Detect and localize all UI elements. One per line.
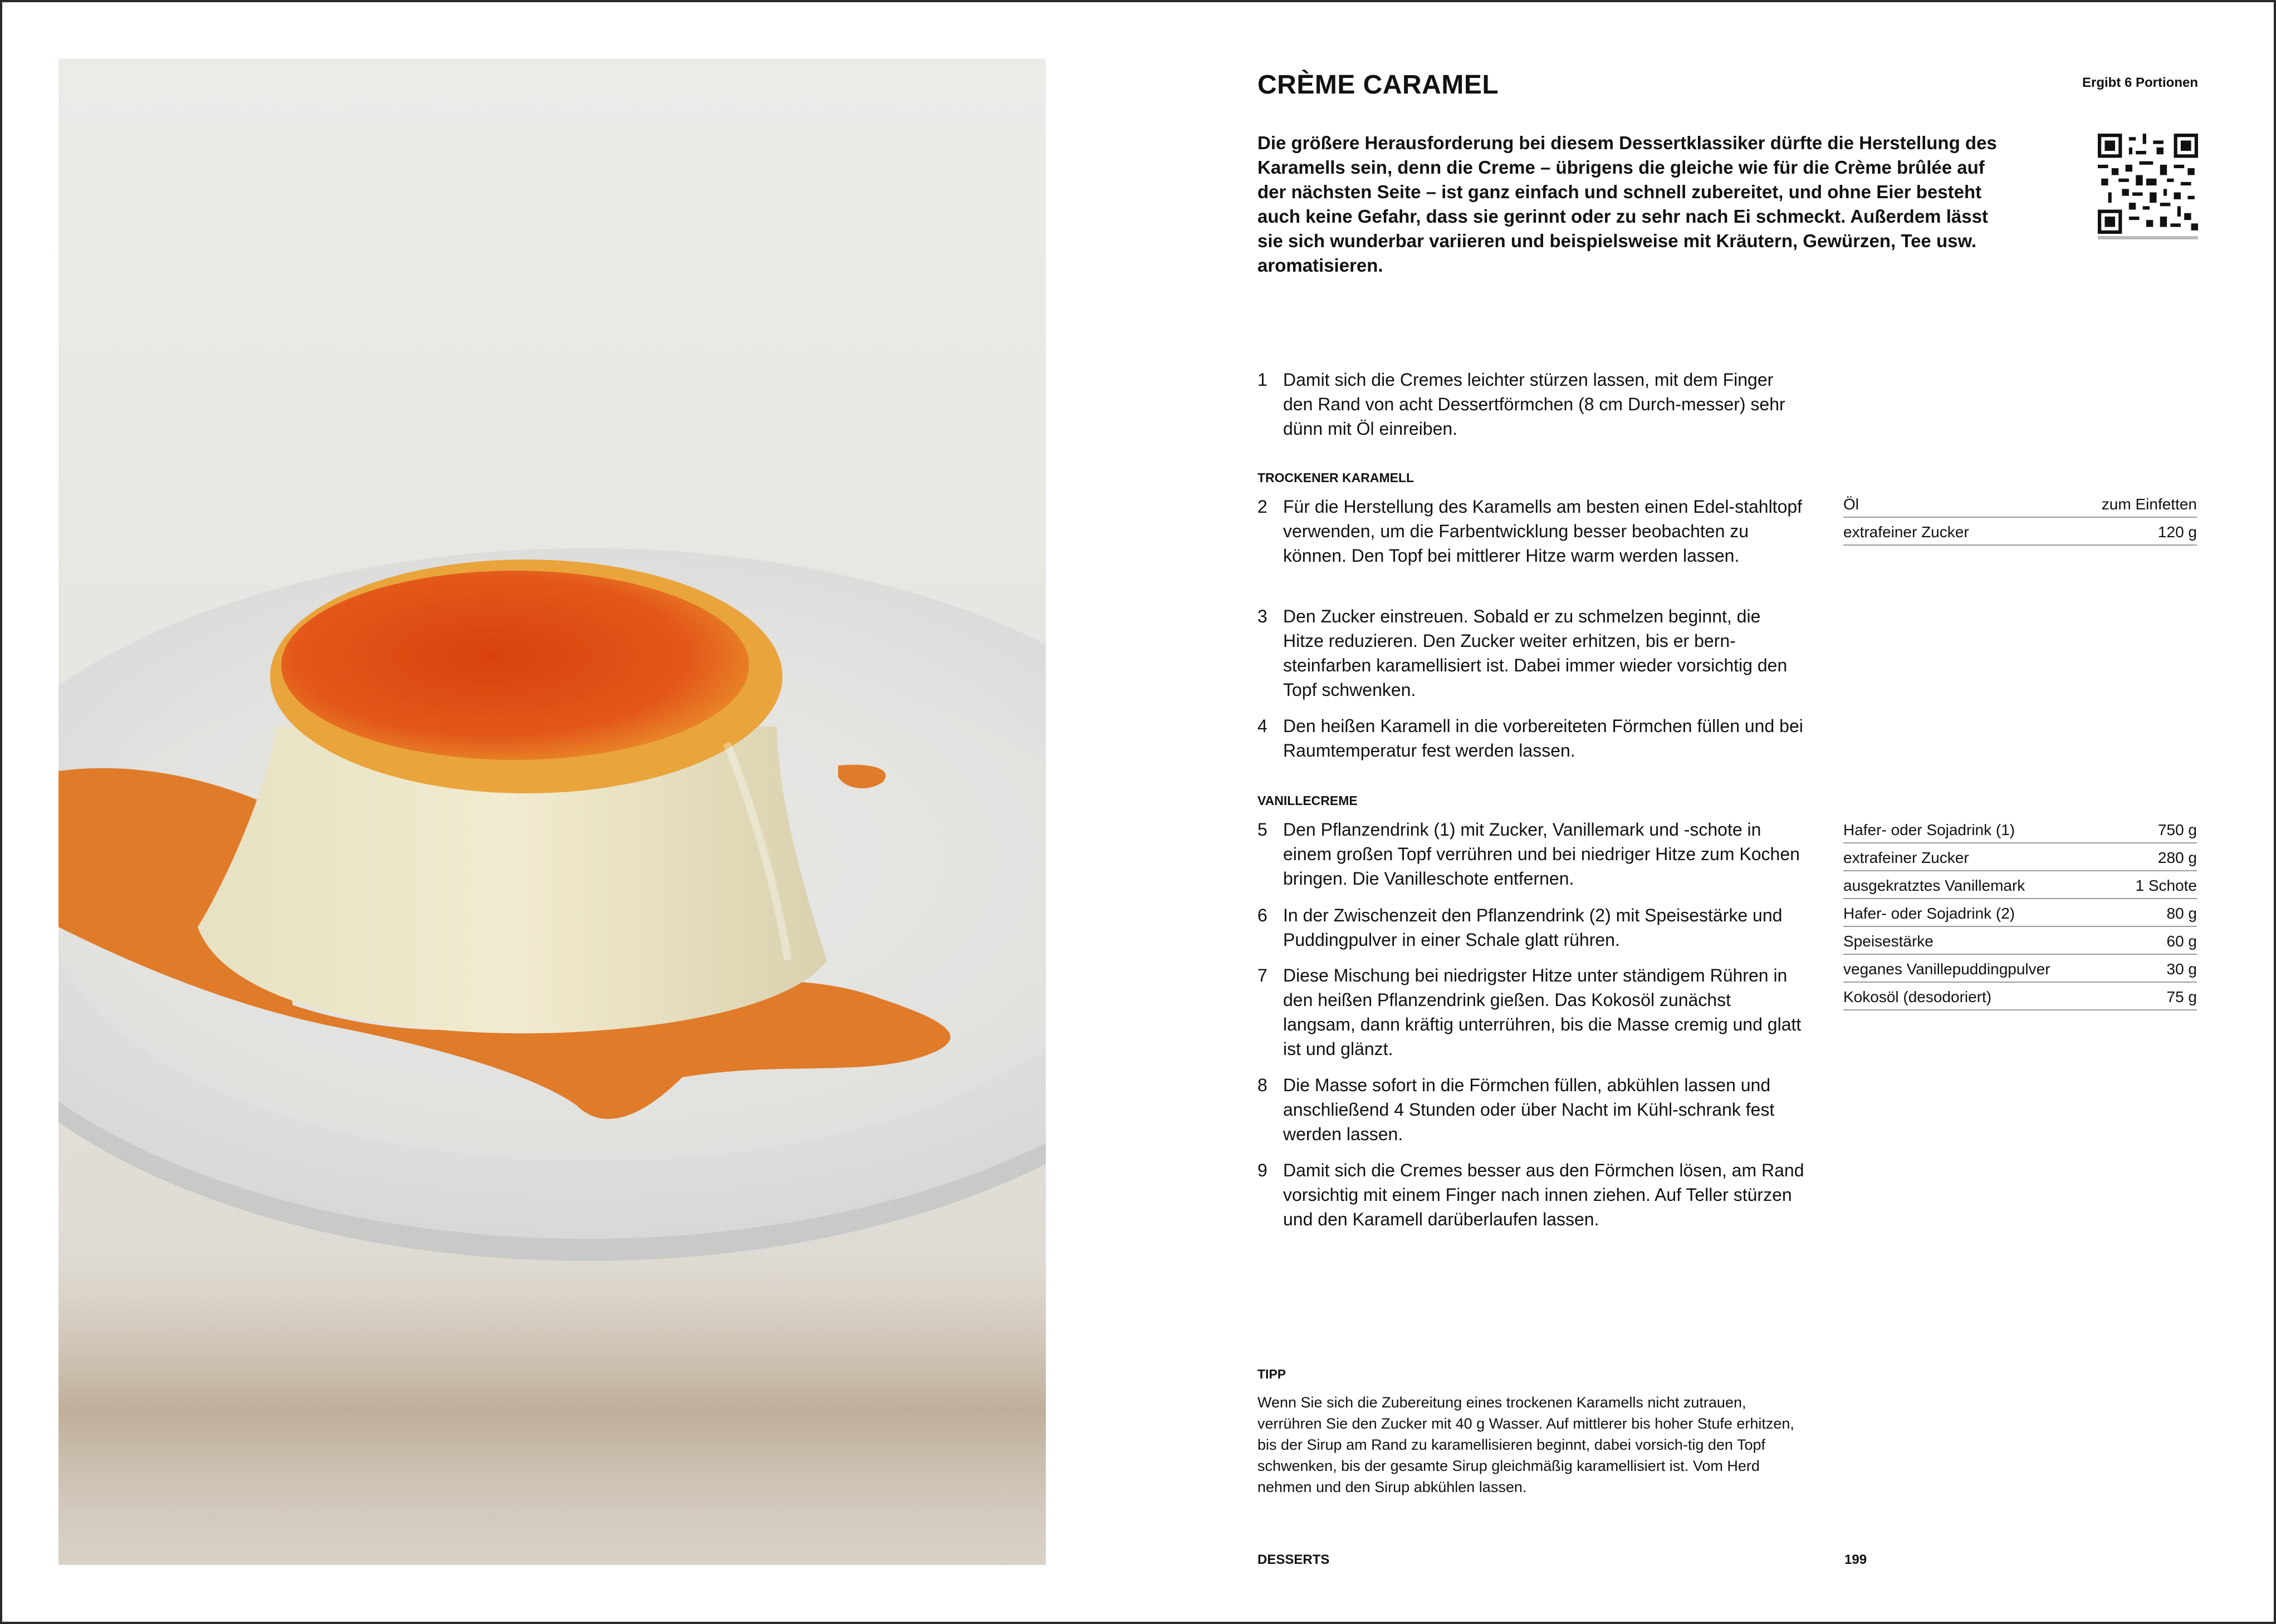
ingredient-row — [1843, 490, 2197, 518]
qr-code[interactable] — [2098, 134, 2198, 245]
ingredient-name: veganes Vanillepuddingpulver — [1843, 960, 2050, 978]
ingredient-name: Kokosöl (desodoriert) — [1843, 988, 1992, 1005]
ingredient-row — [1843, 983, 2197, 1010]
step-number: 5 — [1257, 820, 1267, 840]
ingredient-row — [1843, 955, 2197, 983]
step-number: 9 — [1257, 1160, 1267, 1180]
step-3 — [1257, 604, 1806, 702]
step-number: 3 — [1257, 606, 1267, 626]
ingredient-row — [1843, 927, 2197, 955]
ingredient-row — [1843, 816, 2197, 843]
tipp-text: Wenn Sie sich die Zubereitung eines trockenen Karamells nicht zutrauen, verrühren Sie den Zucker mit 40 g Wasser. Auf mittlerer bis hoher Stufe erhitzen, bis der Sirup am Rand zu karamellisieren beginnt, dabei vorsich-tig den Topf schwenken, bis der gesamte Sirup gleichmäßig karamellisiert ist. Vom Herd nehmen und den Sirup abkühlen lassen. — [1257, 1394, 1794, 1495]
ingredient-name: extrafeiner Zucker — [1843, 849, 1969, 866]
step-number: 2 — [1257, 497, 1267, 517]
step-2 — [1257, 494, 1806, 568]
step-text: Diese Mischung bei niedrigster Hitze unter ständigem Rühren in den heißen Pflanzendrink gießen. Das Kokosöl zunächst langsam, dann kräftig unterrühren, bis die Masse cremig und glatt ist und glänzt. — [1283, 965, 1802, 1059]
step-1 — [1257, 367, 1806, 441]
tipp-heading: TIPP — [1257, 1367, 1286, 1381]
creme-caramel-photo — [58, 58, 1046, 1565]
ingredient-name: extrafeiner Zucker — [1843, 523, 1969, 541]
section-heading-vanillecreme: VANILLECREME — [1257, 793, 1358, 808]
page-number: 199 — [1844, 1552, 1867, 1567]
step-number: 6 — [1257, 905, 1267, 925]
step-text: Den Zucker einstreuen. Sobald er zu schmelzen beginnt, die Hitze reduzieren. Den Zucker weiter erhitzen, bis er bern-steinfarben karamellisiert ist. Dabei immer wieder vorsichtig den Topf schwenken. — [1283, 606, 1788, 700]
step-text: Damit sich die Cremes besser aus den Förmchen lösen, am Rand vorsichtig mit einem Finger nach innen ziehen. Auf Teller stürzen und den Karamell darüberlaufen lassen. — [1283, 1160, 1804, 1229]
step-text: In der Zwischenzeit den Pflanzendrink (2) mit Speisestärke und Puddingpulver in einer Schale glatt rühren. — [1283, 905, 1783, 950]
footer-section: DESSERTS — [1257, 1552, 1330, 1567]
ingredient-name: ausgekratztes Vanillemark — [1843, 877, 2025, 894]
step-text: Den Pflanzendrink (1) mit Zucker, Vanillemark und -schote in einem großen Topf verrühren und bei niedriger Hitze zum Kochen bringen. Die Vanilleschote entfernen. — [1283, 820, 1800, 889]
step-text: Damit sich die Cremes leichter stürzen lassen, mit dem Finger den Rand von acht Dessertförmchen (8 cm Durch-messer) sehr dünn mit Öl einreiben. — [1283, 370, 1785, 439]
ingredient-amount: 750 g — [2157, 821, 2197, 838]
step-text: Für die Herstellung des Karamells am besten einen Edel-stahltopf verwenden, um die Farbentwicklung besser beobachten zu können. Den Topf bei mittlerer Hitze warm werden lassen. — [1283, 497, 1803, 566]
ingredient-amount: 280 g — [2157, 849, 2197, 866]
step-5 — [1257, 817, 1806, 891]
qr-code-graphic — [2098, 134, 2198, 234]
qr-caption-line — [2098, 236, 2198, 239]
ingredient-name: Öl — [1843, 495, 1859, 513]
ingredient-amount: 75 g — [2166, 988, 2197, 1005]
step-7 — [1257, 963, 1806, 1061]
ingredient-amount: zum Einfetten — [2101, 495, 2197, 513]
ingredient-name: Hafer- oder Sojadrink (2) — [1843, 905, 2015, 922]
page-edge-right — [2274, 0, 2276, 1624]
step-number: 4 — [1257, 716, 1267, 736]
step-6 — [1257, 903, 1806, 952]
ingredient-row — [1843, 871, 2197, 899]
ingredients-karamell — [1843, 490, 2197, 546]
ingredient-amount: 1 Schote — [2135, 877, 2197, 894]
ingredient-amount: 80 g — [2166, 905, 2197, 922]
ingredient-name: Speisestärke — [1843, 933, 1934, 950]
step-8 — [1257, 1073, 1806, 1146]
page-edge-left — [0, 0, 2, 1624]
step-number: 1 — [1257, 370, 1267, 390]
ingredients-vanillecreme — [1843, 816, 2197, 1010]
step-number: 7 — [1257, 965, 1267, 985]
step-4 — [1257, 714, 1806, 763]
ingredient-amount: 30 g — [2166, 960, 2197, 978]
step-text: Den heißen Karamell in die vorbereiteten Förmchen füllen und bei Raumtemperatur fest werden lassen. — [1283, 716, 1803, 761]
recipe-title: CRÈME CARAMEL — [1257, 70, 1499, 100]
step-number: 8 — [1257, 1075, 1267, 1095]
ingredient-amount: 60 g — [2166, 933, 2197, 950]
ingredient-name: Hafer- oder Sojadrink (1) — [1843, 821, 2015, 838]
ingredient-row — [1843, 843, 2197, 871]
step-text: Die Masse sofort in die Förmchen füllen, abkühlen lassen und anschließend 4 Stunden oder über Nacht im Kühl-schrank fest werden lassen. — [1283, 1075, 1775, 1144]
section-heading-karamell: TROCKENER KARAMELL — [1257, 470, 1414, 485]
step-9 — [1257, 1158, 1806, 1232]
servings-label: Ergibt 6 Portionen — [2082, 75, 2198, 90]
ingredient-amount: 120 g — [2157, 523, 2197, 541]
ingredient-row — [1843, 899, 2197, 927]
ingredient-row — [1843, 518, 2197, 546]
recipe-intro: Die größere Herausforderung bei diesem Dessertklassiker dürfte die Herstellung des Karamells sein, denn die Creme – übrigens die gleiche wie für die Crème brûlée auf der nächsten Seite – ist ganz einfach und schnell zubereitet, und ohne Eier besteht auch keine Gefahr, dass sie gerinnt oder zu sehr nach Ei schmeckt. Außerdem lässt sie sich wunderbar variieren und beispielsweise mit Kräutern, Gewürzen, Tee usw. aromatisieren. — [1257, 133, 1997, 276]
